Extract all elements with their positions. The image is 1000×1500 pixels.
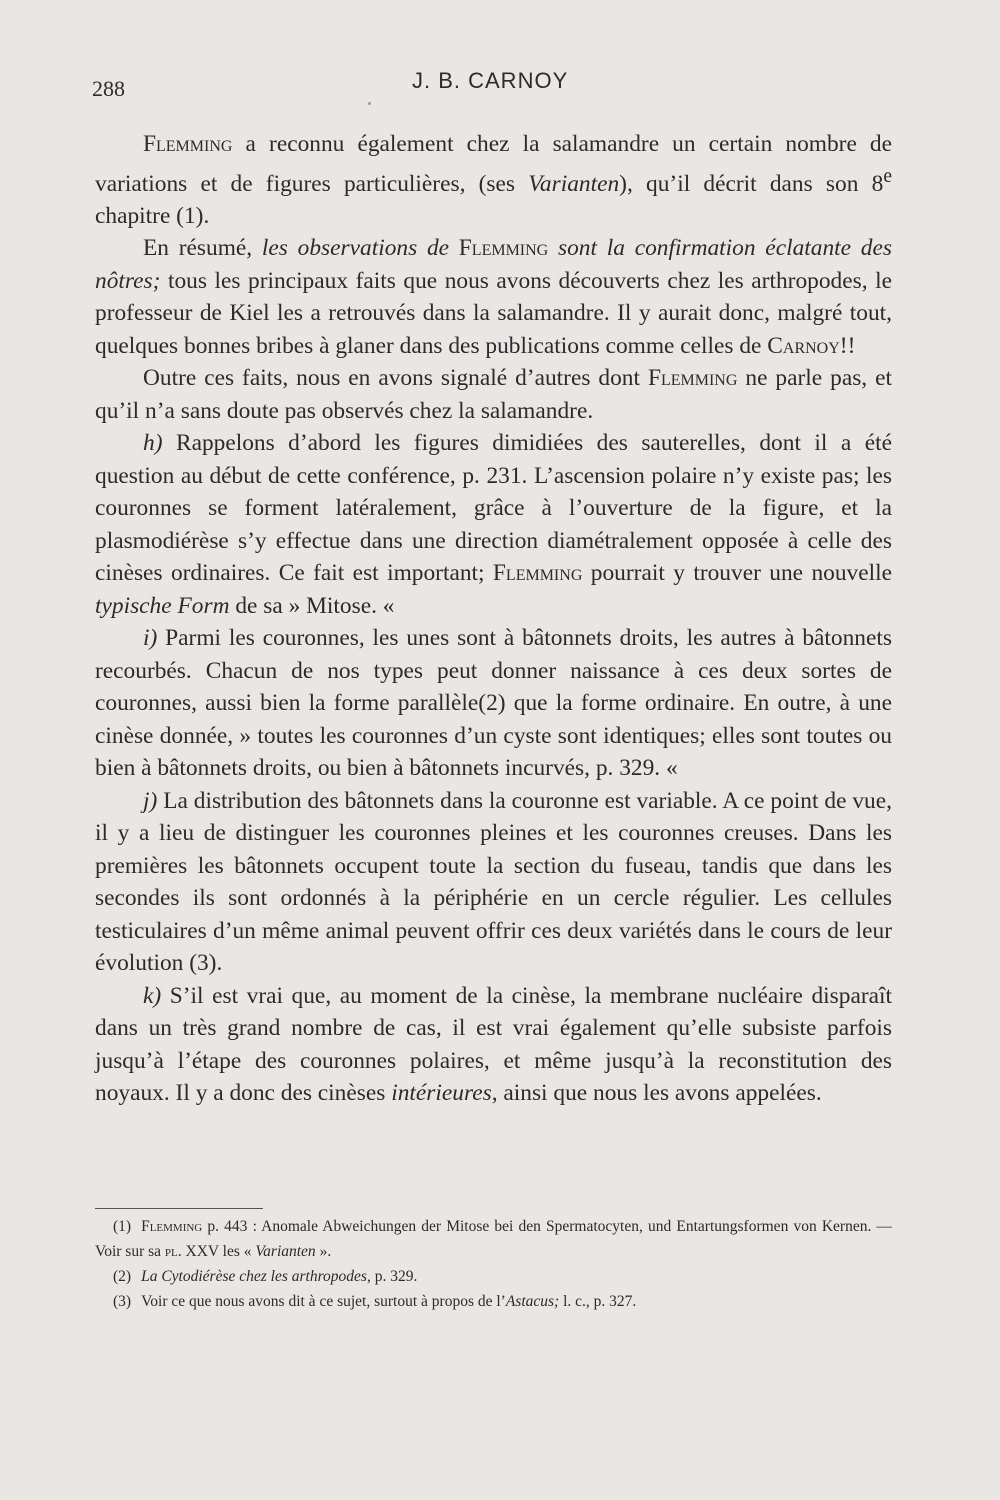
footnote-number: (1)	[113, 1218, 132, 1235]
print-speck	[368, 102, 371, 105]
italic-phrase: les observations de	[261, 235, 450, 262]
item-label: h)	[143, 430, 163, 457]
author-name: Flemming	[647, 365, 738, 392]
text-run: Outre ces faits, nous en avons signalé d’autres dont	[143, 365, 648, 392]
text-run: ne parle pas, et qu’il n’a sans doute pas observés chez la salamandre.	[95, 365, 893, 424]
item-label: j)	[143, 787, 158, 814]
text-run: de sa » Mitose. «	[229, 592, 395, 619]
paragraph	[95, 362, 892, 427]
text-run: Voir ce que nous avons dit à ce sujet, surtout à propos de l’	[141, 1293, 506, 1310]
text-run: tous les principaux faits que nous avons découverts chez les arthropodes, le professeur de Kiel les a retrouvés dans la salamandre. Il y aurait donc, malgré tout, quelques bonnes bribes à glaner dans des publications comme celles de	[95, 267, 892, 359]
footnote	[95, 1289, 892, 1314]
italic-term: typische Form	[95, 592, 230, 619]
page-header	[92, 68, 892, 108]
paragraph	[95, 427, 892, 622]
italic-term: Varianten	[255, 1243, 316, 1260]
item-label: i)	[143, 625, 158, 652]
paragraph	[95, 980, 892, 1110]
footnote	[95, 1214, 892, 1264]
paragraph	[95, 622, 892, 785]
author-name: Flemming	[449, 235, 558, 262]
item-label: k)	[143, 982, 162, 1009]
superscript: e	[883, 165, 892, 187]
text-run: pourrait y trouver une nouvelle	[582, 560, 892, 587]
text-run: ».	[315, 1243, 332, 1260]
text-run: Rappelons d’abord les figures dimidiées des sauterelles, dont il a été question au début de cette conférence, p. 231. L’ascension polaire n’y existe pas; les couronnes se forment latéralement, grâce à l’ouverture de la figure, et la plasmodiérèse s’y effectue dans une direction diamétralement opposée à celle des cinèses ordinaires. Ce fait est important;	[95, 430, 892, 587]
author-name: Flemming	[143, 131, 233, 157]
italic-phrase: sont la confirmation éclatante des nôtres;	[95, 235, 892, 294]
footnote-number: (3)	[113, 1293, 132, 1310]
paragraph	[95, 785, 892, 980]
italic-term: Astacus;	[505, 1293, 560, 1310]
text-run: , ainsi que nous les avons appelées.	[491, 1080, 822, 1107]
footnotes	[95, 1214, 892, 1314]
italic-term: intérieures	[391, 1080, 492, 1107]
italic-title: La Cytodiérèse chez les arthropodes	[141, 1268, 367, 1285]
footnote-rule	[95, 1208, 263, 1209]
text-run: En résumé,	[143, 235, 262, 262]
author-name: Carnoy	[767, 332, 840, 359]
text-run: p. 443 : Anomale Abweichungen der Mitose bei den Spermatocyten, und Entartungsformen von Kernen. — Voir sur sa	[95, 1218, 892, 1260]
text-run: l. c., p. 327.	[559, 1293, 637, 1310]
paragraph	[95, 128, 892, 232]
text-run: !!	[839, 332, 856, 359]
text-run: XXV les «	[181, 1243, 256, 1260]
text-run: a reconnu également chez la salamandre un certain nombre de variations et de figures particulières, (ses	[95, 131, 892, 197]
main-text	[95, 128, 892, 1110]
footnote	[95, 1264, 892, 1289]
footnote-number: (2)	[113, 1268, 132, 1285]
author-name: Flemming	[141, 1218, 203, 1235]
text-run: , p. 329.	[366, 1268, 418, 1285]
text-run: Parmi les couronnes, les unes sont à bâtonnets droits, les autres à bâtonnets recourbés. Chacun de nos types peut donner naissance à ces deux sortes de couronnes, aussi bien la forme parallèle(2) que la forme ordinaire. En outre, à une cinèse donnée, » toutes les couronnes d’un cyste sont identiques; elles sont toutes ou bien à bâtonnets droits, ou bien à bâtonnets incurvés, p. 329. «	[95, 625, 892, 782]
author-name: Flemming	[492, 560, 583, 587]
paragraph	[95, 232, 892, 362]
text-run: ), qu’il décrit dans son 8	[619, 170, 884, 197]
running-title: J. B. CARNOY	[412, 68, 569, 93]
italic-term: Varianten	[528, 170, 620, 197]
text-run: La distribution des bâtonnets dans la couronne est variable. A ce point de vue, il y a lieu de distinguer les couronnes pleines et les couronnes creuses. Dans les premières les bâtonnets occupent toute la section du fuseau, tandis que dans les secondes ils sont ordonnés à la périphérie en un cercle régulier. Les cellules testiculaires d’un même animal peuvent offrir ces deux variétés dans le cours de leur évolution (3).	[95, 787, 892, 977]
page-number: 288	[92, 76, 125, 101]
text-run: S’il est vrai que, au moment de la cinèse, la membrane nucléaire disparaît dans un très grand nombre de cas, il est vrai également qu’elle subsiste parfois jusqu’à l’étape des couronnes polaires, et même jusqu’à la reconstitution des noyaux. Il y a donc des cinèses	[95, 982, 892, 1107]
text-run: chapitre (1).	[95, 202, 210, 229]
abbreviation: pl.	[164, 1243, 182, 1260]
